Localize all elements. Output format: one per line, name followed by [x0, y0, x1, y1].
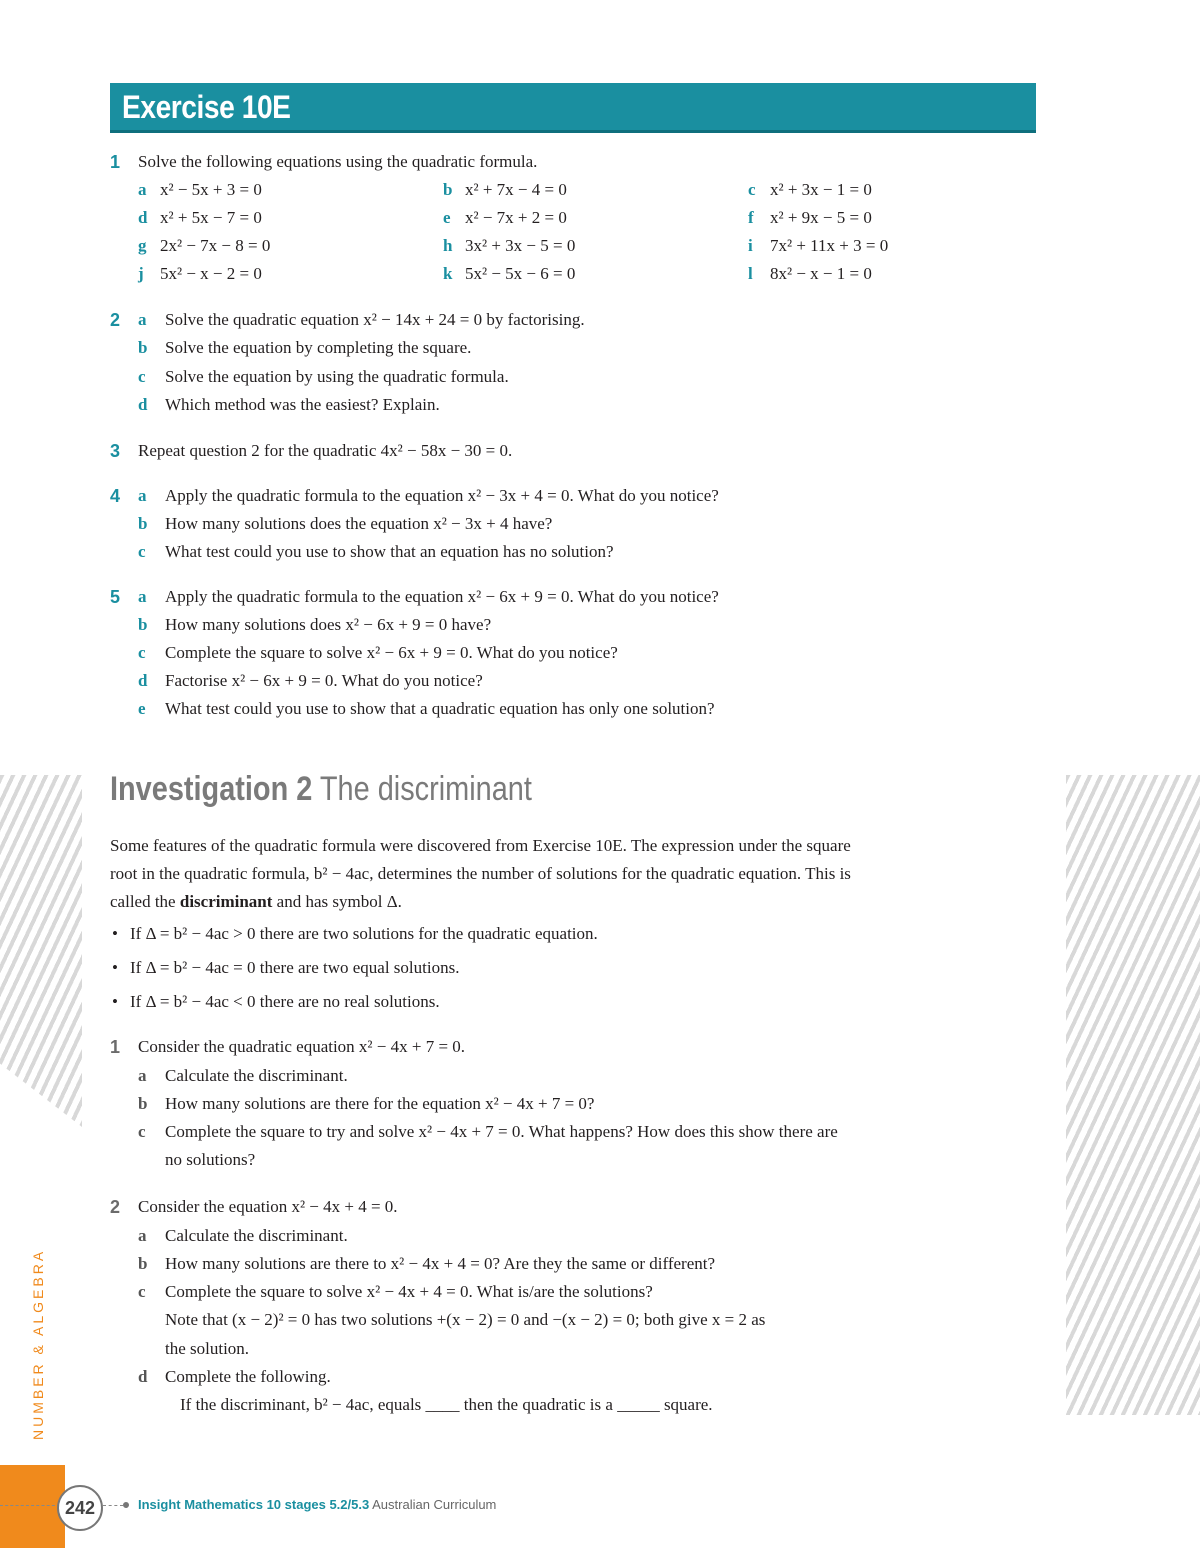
part-label: a: [138, 1066, 147, 1085]
equation-text: 5x² − x − 2 = 0: [160, 264, 262, 283]
equation-text: 8x² − x − 1 = 0: [770, 264, 872, 283]
question-text: Consider the equation x² − 4x + 4 = 0.: [138, 1197, 398, 1216]
bullet-item: [112, 958, 459, 978]
curriculum-label: Australian Curriculum: [372, 1497, 497, 1512]
part-text: Complete the following.: [165, 1367, 331, 1386]
part-label: d: [138, 1367, 148, 1386]
part-label: d: [138, 395, 148, 414]
part-text: How many solutions does the equation x² − 3x + 4 have?: [165, 514, 553, 533]
equation-item: [443, 236, 575, 256]
investigation-subtitle: The discriminant: [319, 770, 532, 808]
part-label: i: [748, 236, 753, 255]
part-text: How many solutions does x² − 6x + 9 = 0 have?: [165, 615, 492, 634]
page-number: 242: [57, 1485, 103, 1531]
part-text: Solve the quadratic equation x² − 14x + 24 = 0 by factorising.: [165, 310, 585, 329]
bullet-item: [112, 924, 598, 944]
equation-item: [443, 180, 567, 200]
part-text: Apply the quadratic formula to the equation x² − 3x + 4 = 0. What do you notice?: [165, 486, 719, 505]
equation-text: x² + 7x − 4 = 0: [465, 180, 567, 199]
part-text: Solve the equation by using the quadratic formula.: [165, 367, 509, 386]
part-label: a: [138, 180, 147, 199]
equation-row: [138, 180, 1038, 208]
equation-row: [138, 264, 1038, 292]
part-text: Factorise x² − 6x + 9 = 0. What do you notice?: [165, 671, 483, 690]
equation-item: [748, 236, 888, 256]
exercise-header: [110, 83, 1036, 133]
part-text: Which method was the easiest? Explain.: [165, 395, 440, 414]
equation-item: [443, 208, 567, 228]
decorative-stripes-right: [1066, 775, 1200, 1415]
bullet-dot: •: [112, 992, 118, 1011]
part-text: What test could you use to show that an equation has no solution?: [165, 542, 614, 561]
intro-line: Some features of the quadratic formula were discovered from Exercise 10E. The expression under the square: [110, 836, 851, 855]
question-text: Repeat question 2 for the quadratic 4x² − 58x − 30 = 0.: [138, 441, 513, 460]
question-2: [110, 310, 1050, 425]
part-label: d: [138, 671, 148, 690]
footer-book-info: [138, 1497, 496, 1512]
part-text: How many solutions are there to x² − 4x + 4 = 0? Are they the same or different?: [165, 1254, 716, 1273]
part-label: c: [138, 542, 146, 561]
side-section-label: NUMBER & ALGEBRA: [30, 1248, 46, 1440]
part-label: e: [138, 699, 146, 718]
equation-text: 7x² + 11x + 3 = 0: [770, 236, 889, 255]
question-3: [110, 441, 1050, 469]
bullet-dot: •: [112, 924, 118, 943]
equation-row: [138, 236, 1038, 264]
discriminant-term: discriminant: [179, 892, 273, 911]
investigation-heading: [110, 770, 532, 809]
part-label: b: [138, 1254, 148, 1273]
fill-in-sentence: If the discriminant, b² − 4ac, equals ____ then the quadratic is a _____ square.: [180, 1395, 713, 1414]
part-label: c: [138, 1122, 146, 1141]
question-text: Solve the following equations using the quadratic formula.: [138, 152, 538, 171]
intro-text: called the: [110, 892, 180, 911]
bullet-dot: •: [112, 958, 118, 977]
part-text: Apply the quadratic formula to the equation x² − 6x + 9 = 0. What do you notice?: [165, 587, 719, 606]
part-label: b: [138, 514, 148, 533]
question-4: [110, 486, 1050, 576]
part-label: b: [443, 180, 453, 199]
equation-item: [138, 180, 262, 200]
investigation-question-2: [110, 1197, 1050, 1427]
part-label: c: [748, 180, 756, 199]
equation-row: [138, 208, 1038, 236]
footer-accent-block: [0, 1465, 65, 1548]
equation-item: [138, 264, 262, 284]
investigation-number: Investigation 2: [110, 770, 313, 808]
question-number: 2: [110, 1197, 121, 1217]
footer-dot: [123, 1502, 129, 1508]
equation-text: x² + 3x − 1 = 0: [770, 180, 872, 199]
part-text: What test could you use to show that a quadratic equation has only one solution?: [165, 699, 715, 718]
equation-text: 5x² − 5x − 6 = 0: [465, 264, 576, 283]
part-label: d: [138, 208, 148, 227]
intro-line: root in the quadratic formula, b² − 4ac, determines the number of solutions for the quadratic equation. This is: [110, 864, 851, 883]
part-label: c: [138, 1282, 146, 1301]
equation-text: x² − 7x + 2 = 0: [465, 208, 567, 227]
equation-text: 3x² + 3x − 5 = 0: [465, 236, 576, 255]
equation-item: [748, 180, 872, 200]
investigation-intro: [110, 832, 1030, 916]
part-continuation: no solutions?: [165, 1150, 256, 1169]
intro-text: and has symbol Δ.: [272, 892, 402, 911]
equation-text: x² + 5x − 7 = 0: [160, 208, 262, 227]
equation-item: [748, 208, 872, 228]
question-number: 2: [110, 310, 121, 330]
part-label: b: [138, 1094, 148, 1113]
part-text: Complete the square to solve x² − 6x + 9 = 0. What do you notice?: [165, 643, 618, 662]
bullet-text: If Δ = b² − 4ac < 0 there are no real solutions.: [130, 992, 440, 1011]
note-text: Note that (x − 2)² = 0 has two solutions +(x − 2) = 0 and −(x − 2) = 0; both give x = 2 as: [165, 1310, 766, 1329]
part-label: b: [138, 338, 148, 357]
question-5: [110, 587, 1050, 732]
intro-line: [110, 888, 1030, 916]
bullet-text: If Δ = b² − 4ac > 0 there are two solutions for the quadratic equation.: [130, 924, 598, 943]
question-number: 3: [110, 441, 121, 461]
part-label: g: [138, 236, 147, 255]
footer-rule: [103, 1505, 123, 1506]
question-text: Consider the quadratic equation x² − 4x + 7 = 0.: [138, 1037, 466, 1056]
equation-text: x² + 9x − 5 = 0: [770, 208, 872, 227]
part-text: Complete the square to solve x² − 4x + 4 = 0. What is/are the solutions?: [165, 1282, 653, 1301]
part-label: c: [138, 367, 146, 386]
part-text: Solve the equation by completing the square.: [165, 338, 472, 357]
part-label: a: [138, 486, 147, 505]
bullet-text: If Δ = b² − 4ac = 0 there are two equal solutions.: [130, 958, 460, 977]
part-label: l: [748, 264, 753, 283]
part-label: f: [748, 208, 754, 227]
equation-item: [138, 236, 270, 256]
question-number: 1: [110, 1037, 121, 1057]
equation-text: 2x² − 7x − 8 = 0: [160, 236, 271, 255]
question-number: 4: [110, 486, 121, 506]
part-text: Complete the square to try and solve x² − 4x + 7 = 0. What happens? How does this show there are: [165, 1122, 838, 1141]
part-label: k: [443, 264, 453, 283]
part-label: b: [138, 615, 148, 634]
part-label: a: [138, 587, 147, 606]
part-text: How many solutions are there for the equation x² − 4x + 7 = 0?: [165, 1094, 595, 1113]
footer-rule: [0, 1505, 60, 1506]
part-label: e: [443, 208, 451, 227]
question-number: 5: [110, 587, 121, 607]
equation-item: [748, 264, 872, 284]
investigation-question-1: [110, 1037, 1050, 1177]
equation-item: [443, 264, 575, 284]
note-text: the solution.: [165, 1339, 250, 1358]
part-label: a: [138, 310, 147, 329]
part-label: a: [138, 1226, 147, 1245]
equation-text: x² − 5x + 3 = 0: [160, 180, 262, 199]
part-label: j: [138, 264, 144, 283]
bullet-item: [112, 992, 440, 1012]
book-title: Insight Mathematics 10 stages 5.2/5.3: [138, 1497, 370, 1512]
part-label: c: [138, 643, 146, 662]
question-1: [110, 150, 1050, 178]
decorative-stripes-left: [0, 775, 82, 1127]
equation-item: [138, 208, 262, 228]
question-number: 1: [110, 152, 121, 172]
exercise-title: Exercise 10E: [122, 89, 291, 125]
part-text: Calculate the discriminant.: [165, 1066, 348, 1085]
part-text: Calculate the discriminant.: [165, 1226, 348, 1245]
part-label: h: [443, 236, 453, 255]
